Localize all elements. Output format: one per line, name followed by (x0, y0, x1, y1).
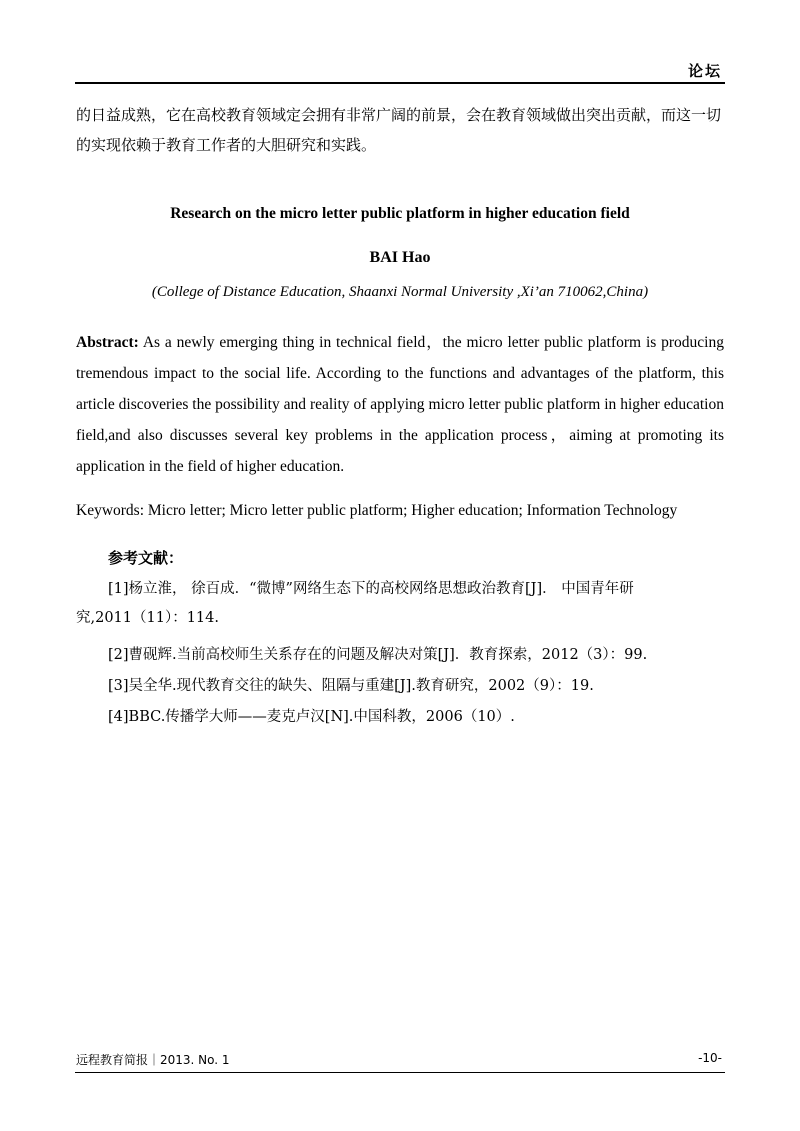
reference-item: [3]吴全华.现代教育交往的缺失、阻隔与重建[J].教育研究，2002（9）：19. (108, 678, 594, 694)
english-abstract (76, 327, 724, 482)
header-divider (75, 82, 725, 84)
page-number: -10- (698, 1051, 722, 1065)
reference-item: [2]曹砚辉.当前高校师生关系存在的问题及解决对策[J]．教育探索，2012（3）：99. (108, 647, 648, 663)
english-title: Research on the micro letter public platform in higher education field (170, 205, 630, 222)
reference-item: [4]BBC.传播学大师——麦克卢汉[N].中国科教，2006（10）. (108, 709, 515, 725)
english-affiliation: (College of Distance Education, Shaanxi Normal University ,Xi’an 710062,China) (151, 284, 649, 300)
footer-divider (75, 1072, 725, 1073)
english-author: BAI Hao (369, 249, 431, 266)
references-title: 参考文献： (108, 549, 184, 567)
english-keywords: Keywords: Micro letter; Micro letter public platform; Higher education; Information Technology (76, 502, 678, 519)
reference-item: [1]杨立淮， 徐百成．“微博”网络生态下的高校网络思想政治教育[J]． 中国青年研 (108, 581, 634, 597)
abstract-text: As a newly emerging thing in technical field，the micro letter public platform is producing tremendous impact to the social life. According to the functions and advantages of the platform, this article discoveries the possibility and reality of applying micro letter public platform in higher education field,and also discusses several key problems in the application process，aiming at promoting its application in the field of higher education. (76, 334, 724, 475)
abstract-label: Abstract: (76, 334, 139, 351)
section-label: 论坛 (687, 62, 722, 80)
reference-item-continuation: 究,2011（11）：114. (76, 610, 219, 626)
footer-journal: 远程教育简报｜2013. No. 1 (76, 1053, 230, 1067)
intro-paragraph: 的日益成熟，它在高校教育领域定会拥有非常广阔的前景，会在教育领域做出突出贡献，而这一切的实现依赖于教育工作者的大胆研究和实践。 (76, 106, 722, 154)
